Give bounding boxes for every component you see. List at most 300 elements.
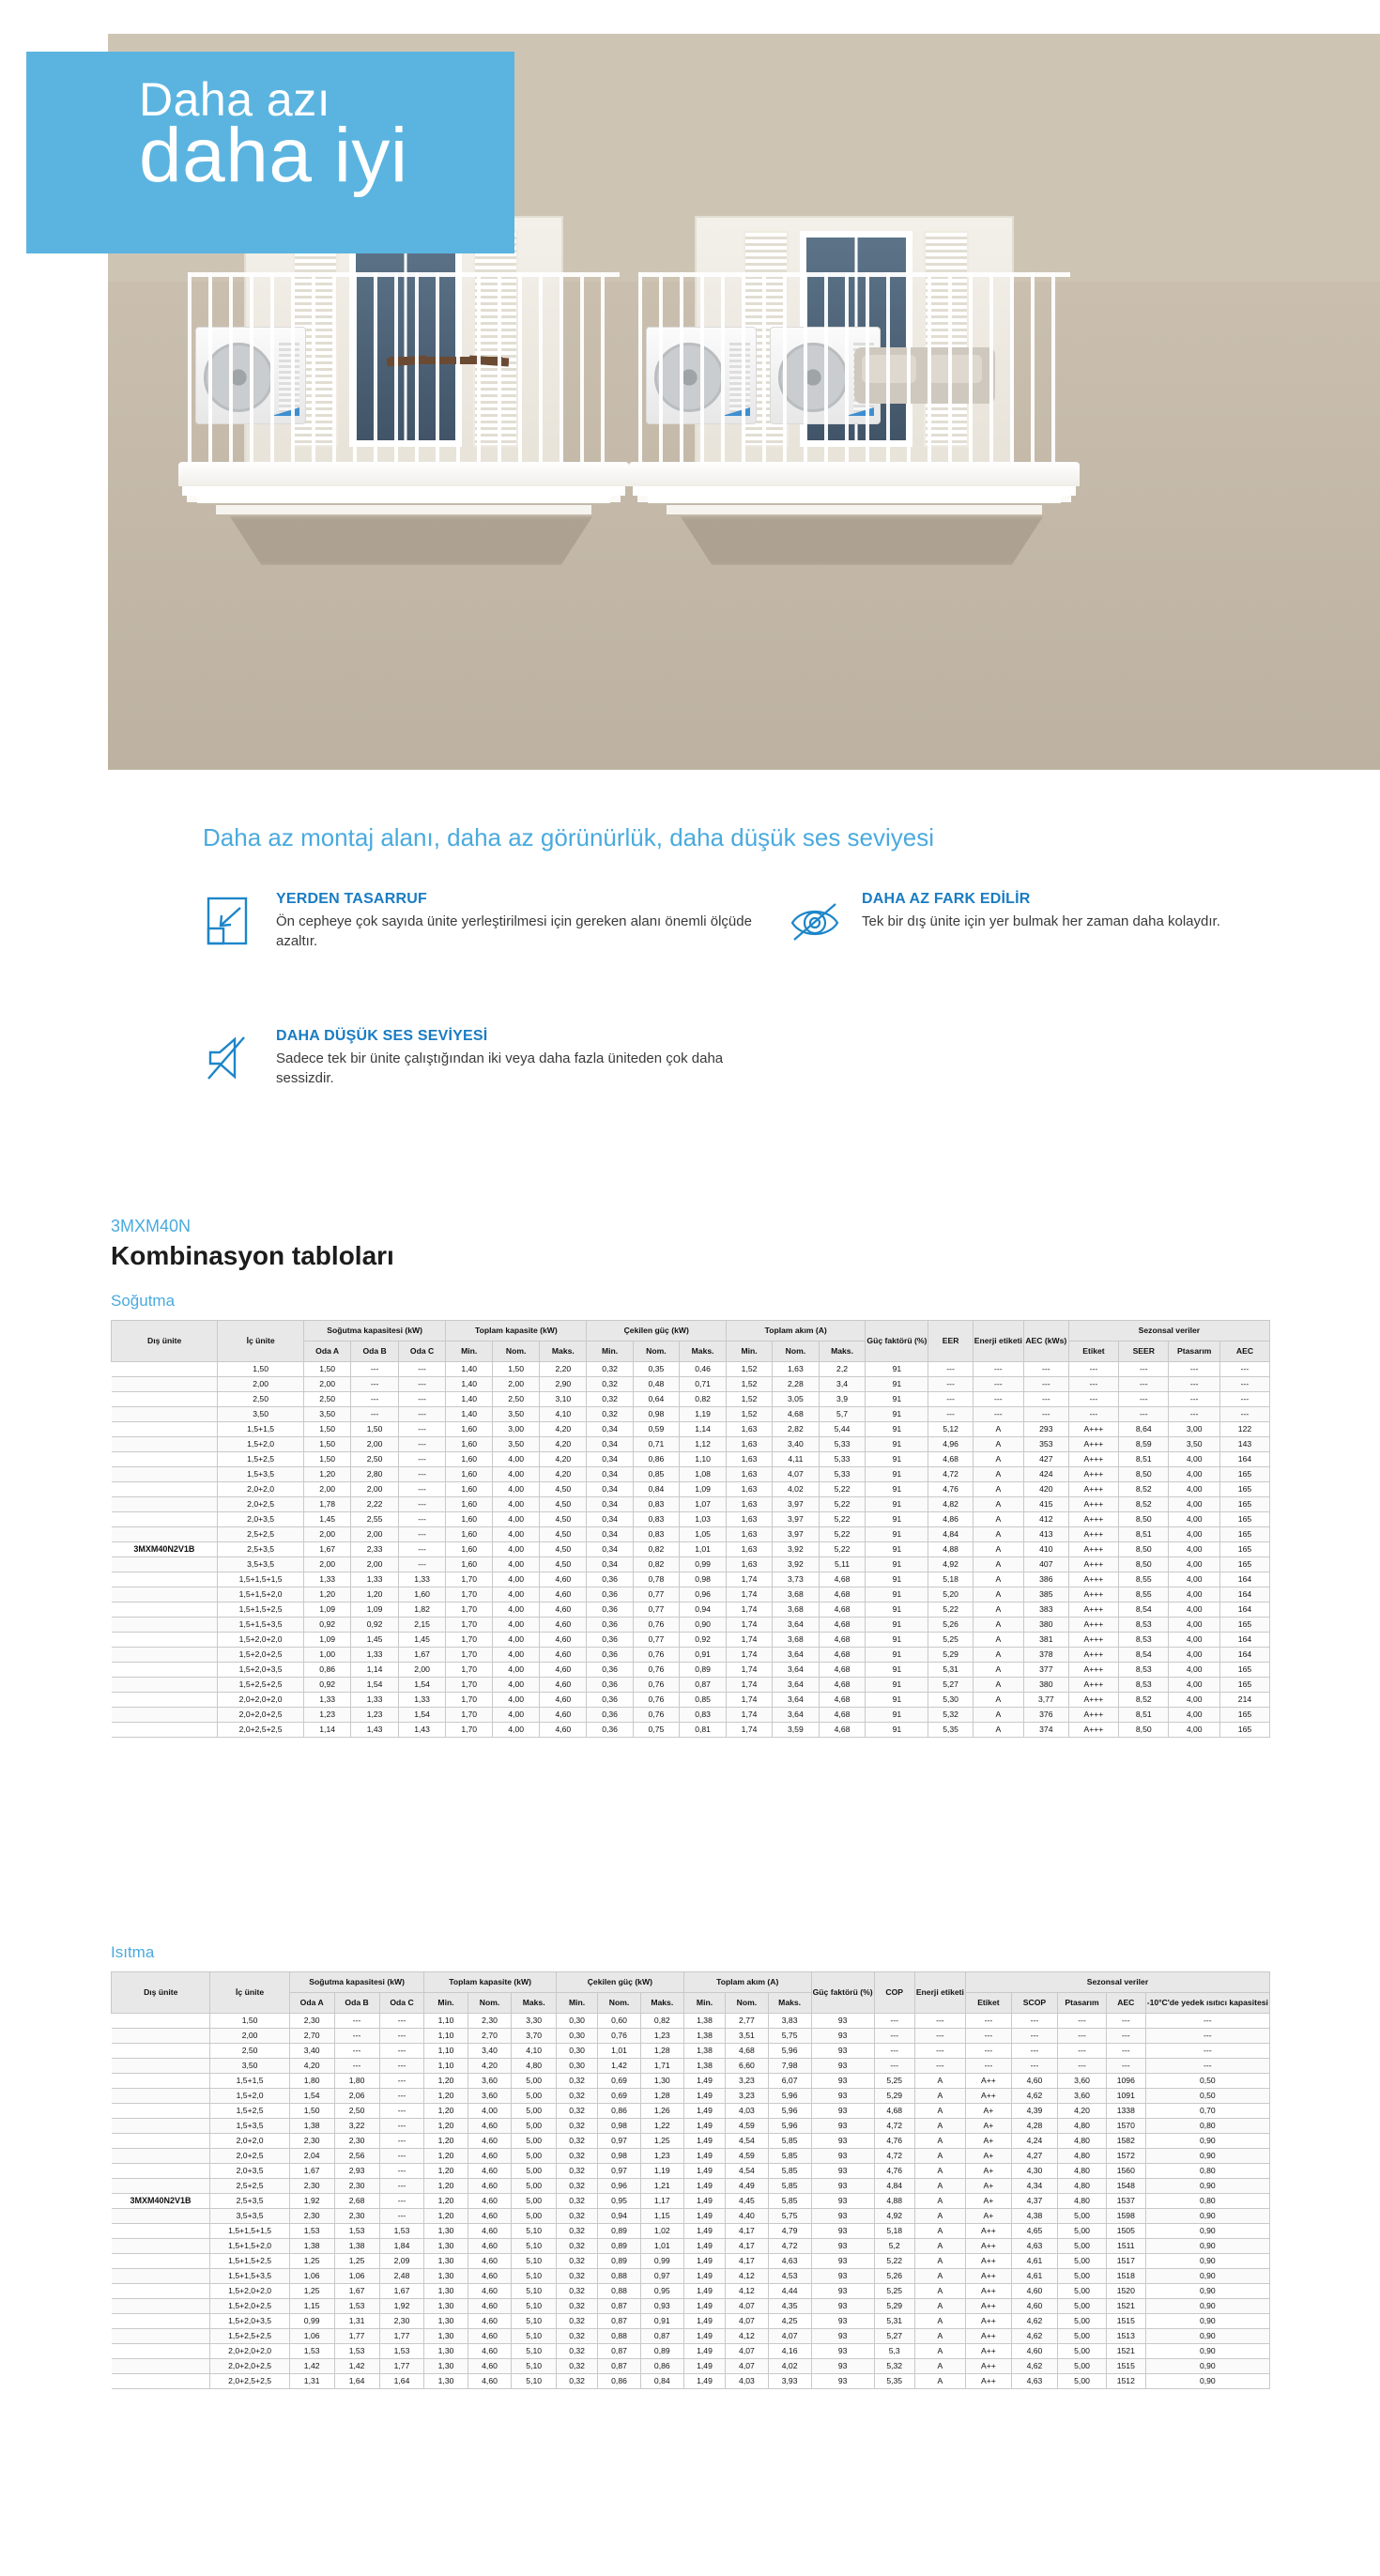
table-cell: 1,09 (680, 1482, 727, 1497)
table-cell: 1,49 (683, 2254, 725, 2269)
outdoor-unit-cell-empty (112, 2269, 210, 2284)
table-cell: 1,28 (640, 2044, 683, 2059)
table-cell: 4,79 (768, 2224, 811, 2239)
table-cell: A (973, 1452, 1023, 1467)
table-cell: 4,62 (1011, 2089, 1057, 2104)
table-cell: 1,42 (289, 2359, 334, 2374)
table-cell: 1,5+2,0+2,0 (210, 2284, 289, 2299)
th-pow-nom: Nom. (633, 1342, 680, 1362)
page-title: Kombinasyon tabloları (111, 1241, 394, 1270)
table-cell: 1,77 (379, 2359, 424, 2374)
table-row (112, 1377, 1270, 1392)
table-row (112, 2344, 1270, 2359)
table-cell: 1,49 (683, 2089, 725, 2104)
table-cell: 93 (811, 2269, 874, 2284)
table-cell: 1,28 (640, 2089, 683, 2104)
table-cell: A++ (965, 2299, 1011, 2314)
table-cell: 0,90 (1145, 2374, 1269, 2389)
table-cell: 1,5+2,5+2,5 (210, 2329, 289, 2344)
table-cell: --- (928, 1407, 973, 1422)
table-cell: 4,76 (928, 1482, 973, 1497)
th-seas-aec: AEC (1219, 1342, 1269, 1362)
table-cell: 1,50 (303, 1452, 350, 1467)
table-cell: 1,43 (351, 1723, 398, 1738)
table-cell: 4,68 (819, 1633, 866, 1648)
table-cell: 0,36 (587, 1572, 633, 1587)
table-cell: --- (398, 1497, 445, 1512)
table-cell: 1,25 (289, 2254, 334, 2269)
outdoor-unit-cell-empty (112, 2134, 210, 2149)
table-cell: 4,60 (468, 2344, 512, 2359)
table-cell: 0,99 (640, 2254, 683, 2269)
table-cell: 93 (811, 2374, 874, 2389)
table-cell: 1,23 (640, 2029, 683, 2044)
table-cell: A (914, 2164, 965, 2179)
table-cell: 1,40 (446, 1407, 493, 1422)
table-cell: 1560 (1107, 2164, 1146, 2179)
table-cell: 1,00 (303, 1648, 350, 1663)
table-cell: 4,60 (540, 1663, 587, 1678)
ledge3-right (667, 505, 1042, 514)
table-cell: A (973, 1708, 1023, 1723)
table-cell: 91 (866, 1542, 928, 1557)
outdoor-unit-cell-empty (112, 2299, 210, 2314)
outdoor-unit-cell-empty (112, 2224, 210, 2239)
table-row (112, 1497, 1270, 1512)
table-cell: 1,63 (726, 1422, 772, 1437)
table-cell: 8,51 (1119, 1708, 1169, 1723)
table-cell: 1,30 (424, 2314, 468, 2329)
table-cell: 2,5+3,5 (210, 2194, 289, 2209)
table-cell: 2,00 (351, 1557, 398, 1572)
table-row (112, 2134, 1270, 2149)
table-cell: 4,59 (726, 2119, 768, 2134)
table-cell: 5,32 (928, 1708, 973, 1723)
heating-table-wrapper (111, 1971, 1270, 2389)
table-cell: 91 (866, 1587, 928, 1602)
table-cell: 0,90 (1145, 2179, 1269, 2194)
table-cell: --- (1219, 1407, 1269, 1422)
table-cell: 1,53 (379, 2344, 424, 2359)
table-cell: --- (398, 1557, 445, 1572)
table-cell: 1,20 (424, 2179, 468, 2194)
table-cell: 0,71 (633, 1437, 680, 1452)
table-cell: 0,92 (351, 1618, 398, 1633)
table-cell: 3,50 (493, 1437, 540, 1452)
table-cell: 1,60 (446, 1437, 493, 1452)
table-cell: 1,5+2,0 (210, 2089, 289, 2104)
table-cell: 93 (811, 2224, 874, 2239)
table-cell: 0,99 (680, 1557, 727, 1572)
table-cell: 2,0+2,5 (218, 1497, 304, 1512)
ledge3-left (216, 505, 591, 514)
table-cell: 2,00 (210, 2029, 289, 2044)
table-cell: 1,5+1,5+3,5 (210, 2269, 289, 2284)
outdoor-unit-cell-empty (112, 2329, 210, 2344)
table-cell: 5,22 (819, 1542, 866, 1557)
table-cell: 1,5+2,5 (218, 1452, 304, 1467)
table-cell: 0,90 (1145, 2224, 1269, 2239)
table-cell: 376 (1023, 1708, 1068, 1723)
th-total-cap: Toplam kapasite (kW) (446, 1321, 587, 1342)
th-cur-max: Maks. (768, 1993, 811, 2014)
table-row (112, 2374, 1270, 2389)
th-cap-nom: Nom. (468, 1993, 512, 2014)
table-cell: 1,38 (683, 2059, 725, 2074)
th-pow-max: Maks. (640, 1993, 683, 2014)
table-cell: A+++ (1068, 1708, 1118, 1723)
table-cell: 0,32 (556, 2134, 597, 2149)
table-cell: 0,88 (598, 2269, 640, 2284)
table-cell: A+ (965, 2164, 1011, 2179)
table-cell: 4,03 (726, 2104, 768, 2119)
table-cell: 4,00 (493, 1527, 540, 1542)
table-cell: 0,87 (598, 2344, 640, 2359)
table-cell: A (973, 1633, 1023, 1648)
table-cell: 3,64 (773, 1708, 820, 1723)
table-cell: 1,63 (726, 1482, 772, 1497)
table-cell: 4,60 (540, 1587, 587, 1602)
table-cell: 5,00 (512, 2074, 556, 2089)
table-cell: 1,23 (303, 1708, 350, 1723)
table-cell: 1,07 (680, 1497, 727, 1512)
table-cell: --- (398, 1422, 445, 1437)
table-cell: 1,63 (726, 1557, 772, 1572)
table-cell: 4,54 (726, 2164, 768, 2179)
table-cell: A++ (965, 2359, 1011, 2374)
table-cell: 2,00 (351, 1437, 398, 1452)
table-cell: 0,83 (633, 1527, 680, 1542)
table-cell: 4,80 (1058, 2149, 1107, 2164)
table-cell: --- (914, 2044, 965, 2059)
outdoor-unit-cell-empty (112, 1663, 218, 1678)
table-cell: 377 (1023, 1663, 1068, 1678)
table-cell: 8,53 (1119, 1618, 1169, 1633)
table-cell: --- (1058, 2044, 1107, 2059)
table-cell: 3,68 (773, 1587, 820, 1602)
table-cell: 1,30 (424, 2239, 468, 2254)
table-cell: 164 (1219, 1602, 1269, 1618)
table-cell: 5,35 (874, 2374, 914, 2389)
table-cell: 8,52 (1119, 1693, 1169, 1708)
table-cell: --- (914, 2014, 965, 2029)
table-cell: 0,82 (680, 1392, 727, 1407)
table-cell: 1,14 (351, 1663, 398, 1678)
table-cell: 0,36 (587, 1708, 633, 1723)
table-cell: 0,36 (587, 1618, 633, 1633)
table-cell: 0,83 (633, 1497, 680, 1512)
table-cell: 4,00 (1169, 1678, 1220, 1693)
table-cell: 0,70 (1145, 2104, 1269, 2119)
table-cell: 0,93 (640, 2299, 683, 2314)
table-cell: 1,5+1,5+2,5 (210, 2254, 289, 2269)
table-cell: 1,63 (726, 1542, 772, 1557)
table-cell: 4,60 (468, 2239, 512, 2254)
table-cell: 0,30 (556, 2029, 597, 2044)
table-row (112, 1422, 1270, 1437)
table-cell: 4,17 (726, 2254, 768, 2269)
table-cell: 0,82 (633, 1542, 680, 1557)
table-cell: 5,31 (874, 2314, 914, 2329)
table-cell: 1,42 (334, 2359, 379, 2374)
table-cell: 8,54 (1119, 1648, 1169, 1663)
outdoor-unit-cell-empty (112, 1587, 218, 1602)
table-cell: 0,76 (633, 1618, 680, 1633)
table-cell: --- (379, 2104, 424, 2119)
th-indoor: İç ünite (218, 1321, 304, 1362)
table-cell: 0,34 (587, 1452, 633, 1467)
table-cell: A (914, 2254, 965, 2269)
table-cell: 383 (1023, 1602, 1068, 1618)
table-cell: 1,70 (446, 1633, 493, 1648)
table-cell: 91 (866, 1392, 928, 1407)
table-cell: 2,00 (303, 1557, 350, 1572)
table-cell: A (973, 1542, 1023, 1557)
table-cell: 1,74 (726, 1618, 772, 1633)
ledge2-left (197, 490, 610, 503)
table-cell: 0,50 (1145, 2089, 1269, 2104)
table-cell: 91 (866, 1663, 928, 1678)
table-cell: 0,50 (1145, 2074, 1269, 2089)
table-cell: A (973, 1422, 1023, 1437)
table-cell: 1,33 (398, 1572, 445, 1587)
outdoor-unit-cell: 3MXM40N2V1B (112, 2194, 210, 2209)
feature-desc: Sadece tek bir ünite çalıştığından iki veya daha fazla üniteden çok daha sessizdir. (276, 1050, 724, 1086)
table-cell: 1511 (1107, 2239, 1146, 2254)
th-pow-max: Maks. (680, 1342, 727, 1362)
table-cell: 1,03 (680, 1512, 727, 1527)
table-cell: A++ (965, 2284, 1011, 2299)
table-row (112, 1618, 1270, 1633)
table-cell: 4,00 (1169, 1693, 1220, 1708)
ledge2-right (648, 490, 1061, 503)
table-cell: 1,77 (334, 2329, 379, 2344)
table-cell: 4,50 (540, 1512, 587, 1527)
table-cell: 4,68 (819, 1602, 866, 1618)
table-cell: 4,76 (874, 2134, 914, 2149)
cooling-table-wrapper (111, 1320, 1270, 1738)
table-cell: 0,34 (587, 1512, 633, 1527)
table-cell: 0,32 (587, 1362, 633, 1377)
table-cell: 0,32 (556, 2119, 597, 2134)
table-cell: 1,49 (683, 2134, 725, 2149)
table-cell: 0,46 (680, 1362, 727, 1377)
table-cell: A (973, 1678, 1023, 1693)
table-cell: 2,00 (218, 1377, 304, 1392)
table-cell: --- (379, 2044, 424, 2059)
table-cell: 143 (1219, 1437, 1269, 1452)
table-cell: 1,74 (726, 1693, 772, 1708)
table-cell: 4,50 (540, 1482, 587, 1497)
table-cell: 2,20 (540, 1362, 587, 1377)
table-cell: 293 (1023, 1422, 1068, 1437)
outdoor-unit-cell-empty (112, 1512, 218, 1527)
table-cell: 1,30 (424, 2254, 468, 2269)
table-cell: 4,00 (493, 1542, 540, 1557)
table-row (112, 1693, 1270, 1708)
table-cell: 165 (1219, 1663, 1269, 1678)
feature-title: DAHA DÜŞÜK SES SEVİYESİ (276, 1028, 488, 1044)
table-cell: 4,68 (819, 1723, 866, 1738)
table-cell: 4,20 (540, 1452, 587, 1467)
table-cell: 4,00 (1169, 1452, 1220, 1467)
table-cell: 6,60 (726, 2059, 768, 2074)
table-cell: A (914, 2314, 965, 2329)
table-cell: 1,5+3,5 (218, 1467, 304, 1482)
table-cell: 165 (1219, 1497, 1269, 1512)
table-cell: 1,50 (351, 1422, 398, 1437)
outdoor-unit-cell-empty (112, 2059, 210, 2074)
table-cell: 0,86 (598, 2104, 640, 2119)
table-cell: 91 (866, 1693, 928, 1708)
table-cell: --- (874, 2044, 914, 2059)
table-cell: --- (379, 2119, 424, 2134)
table-cell: 4,62 (1011, 2314, 1057, 2329)
table-cell: 420 (1023, 1482, 1068, 1497)
th-seasonal: Sezonsal veriler (1068, 1321, 1269, 1342)
table-cell: 1,5+2,0+2,5 (210, 2299, 289, 2314)
table-cell: 3,97 (773, 1527, 820, 1542)
table-cell: 4,03 (726, 2374, 768, 2389)
table-cell: 3,92 (773, 1557, 820, 1572)
table-cell: --- (914, 2029, 965, 2044)
table-cell: 3,22 (334, 2119, 379, 2134)
th-outdoor: Dış ünite (112, 1321, 218, 1362)
table-cell: 1,06 (289, 2329, 334, 2344)
table-cell: 4,68 (874, 2104, 914, 2119)
table-cell: 1,49 (683, 2224, 725, 2239)
table-cell: 5,00 (512, 2149, 556, 2164)
table-cell: 1096 (1107, 2074, 1146, 2089)
ledge-left (178, 462, 629, 486)
table-cell: 4,07 (726, 2314, 768, 2329)
table-cell: 4,00 (493, 1633, 540, 1648)
table-cell: 2,28 (773, 1377, 820, 1392)
table-cell: --- (1068, 1362, 1118, 1377)
table-cell: 4,84 (928, 1527, 973, 1542)
table-cell: 2,30 (379, 2314, 424, 2329)
table-cell: 164 (1219, 1587, 1269, 1602)
outdoor-unit-cell-empty (112, 1407, 218, 1422)
table-cell: 1,60 (446, 1542, 493, 1557)
th-cap-min: Min. (424, 1993, 468, 2014)
table-row (112, 2224, 1270, 2239)
table-cell: 1,20 (424, 2074, 468, 2089)
table-cell: --- (1119, 1392, 1169, 1407)
table-cell: 2,77 (726, 2014, 768, 2029)
table-cell: A (914, 2089, 965, 2104)
table-cell: 0,32 (556, 2074, 597, 2089)
th-backup-heater: -10°C'de yedek ısıtıcı kapasitesi (1145, 1993, 1269, 2014)
table-cell: --- (334, 2044, 379, 2059)
table-cell: 4,65 (1011, 2224, 1057, 2239)
table-cell: 5,75 (768, 2029, 811, 2044)
table-cell: --- (334, 2029, 379, 2044)
table-cell: 4,00 (1169, 1723, 1220, 1738)
table-row (112, 2359, 1270, 2374)
table-cell: --- (1107, 2014, 1146, 2029)
table-cell: 0,92 (303, 1618, 350, 1633)
table-cell: A+ (965, 2194, 1011, 2209)
table-cell: 91 (866, 1422, 928, 1437)
table-cell: 5,00 (512, 2104, 556, 2119)
table-cell: 91 (866, 1618, 928, 1633)
table-cell: 2,00 (351, 1482, 398, 1497)
table-cell: 0,34 (587, 1467, 633, 1482)
table-cell: 4,96 (928, 1437, 973, 1452)
th-room-c: Oda C (379, 1993, 424, 2014)
table-cell: 374 (1023, 1723, 1068, 1738)
table-cell: 4,28 (1011, 2119, 1057, 2134)
table-cell: A (973, 1587, 1023, 1602)
table-cell: --- (1145, 2044, 1269, 2059)
table-cell: A (973, 1602, 1023, 1618)
table-cell: 0,77 (633, 1587, 680, 1602)
table-cell: 3,68 (773, 1633, 820, 1648)
table-cell: 427 (1023, 1452, 1068, 1467)
table-cell: 4,84 (874, 2179, 914, 2194)
table-cell: 1,5+2,0+3,5 (218, 1663, 304, 1678)
table-cell: 165 (1219, 1708, 1269, 1723)
table-cell: 3,60 (1058, 2089, 1107, 2104)
table-cell: 378 (1023, 1648, 1068, 1663)
table-cell: 0,75 (633, 1723, 680, 1738)
table-cell: 6,07 (768, 2074, 811, 2089)
table-cell: --- (1058, 2029, 1107, 2044)
table-cell: --- (1219, 1392, 1269, 1407)
th-total-current: Toplam akım (A) (726, 1321, 865, 1342)
table-cell: 4,60 (1011, 2074, 1057, 2089)
table-cell: 1,52 (726, 1392, 772, 1407)
table-cell: 0,85 (633, 1467, 680, 1482)
table-cell: 1,63 (726, 1452, 772, 1467)
table-cell: 1,30 (424, 2344, 468, 2359)
table-cell: 4,50 (540, 1542, 587, 1557)
table-row (112, 2104, 1270, 2119)
table-cell: 1,33 (351, 1572, 398, 1587)
table-cell: --- (398, 1377, 445, 1392)
table-cell: 8,50 (1119, 1467, 1169, 1482)
table-cell: 0,91 (680, 1648, 727, 1663)
table-cell: 165 (1219, 1527, 1269, 1542)
table-cell: 2,00 (398, 1663, 445, 1678)
table-cell: A (973, 1527, 1023, 1542)
table-cell: 1,60 (398, 1587, 445, 1602)
table-row (112, 1512, 1270, 1527)
table-cell: 0,88 (598, 2329, 640, 2344)
table-cell: 1,70 (446, 1602, 493, 1618)
table-cell: 4,00 (1169, 1542, 1220, 1557)
table-cell: 1,50 (289, 2104, 334, 2119)
th-aec: AEC (kWs) (1023, 1321, 1068, 1362)
table-cell: 1,22 (640, 2119, 683, 2134)
table-cell: 0,60 (598, 2014, 640, 2029)
table-cell: 380 (1023, 1618, 1068, 1633)
table-cell: 3,64 (773, 1663, 820, 1678)
table-cell: 4,82 (928, 1497, 973, 1512)
table-cell: 4,63 (1011, 2239, 1057, 2254)
table-cell: A (973, 1618, 1023, 1633)
table-cell: 5,22 (819, 1527, 866, 1542)
table-cell: 1,63 (773, 1362, 820, 1377)
outdoor-unit-cell-empty (112, 1633, 218, 1648)
table-cell: 1,70 (446, 1648, 493, 1663)
table-cell: 8,54 (1119, 1602, 1169, 1618)
table-cell: 4,00 (1169, 1557, 1220, 1572)
table-cell: 1,78 (303, 1497, 350, 1512)
table-cell: 0,69 (598, 2089, 640, 2104)
table-cell: 1,70 (446, 1693, 493, 1708)
